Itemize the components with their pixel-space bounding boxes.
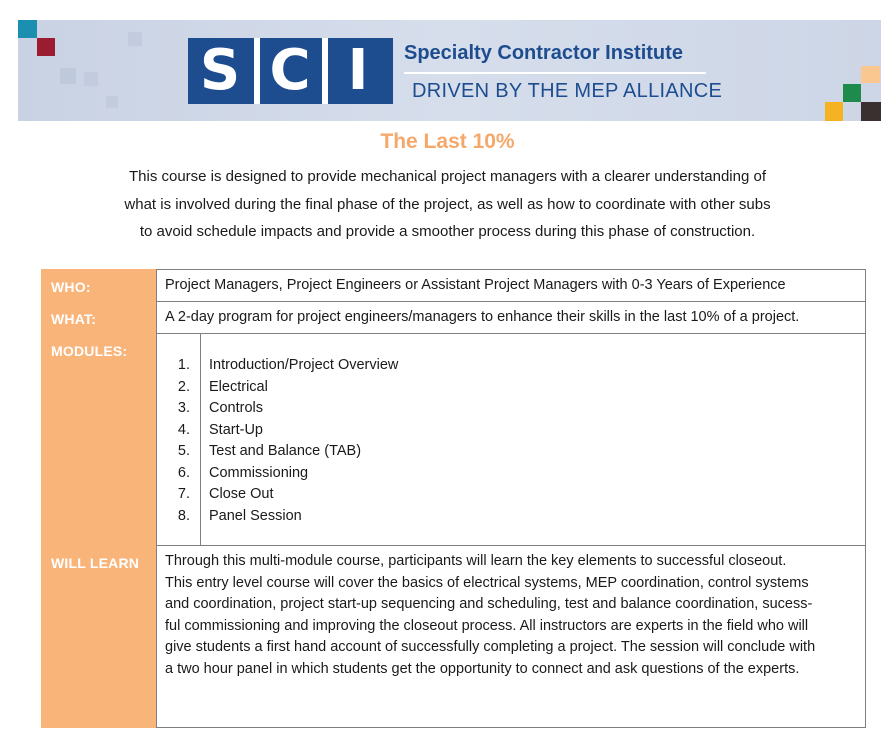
will-learn-label: WILL LEARN [51, 555, 140, 571]
decor-square [60, 68, 76, 84]
module-number: 4. [177, 421, 190, 438]
decor-square [843, 84, 861, 102]
module-item [165, 463, 398, 485]
decor-square [861, 102, 881, 121]
decor-square [106, 96, 118, 108]
learn-line: This entry level course will cover the basics of electrical systems, MEP coordination, control systems [165, 574, 809, 591]
learn-line: and coordination, project start-up sequencing and scheduling, test and balance coordination, sucess- [165, 596, 813, 612]
intro-line: This course is designed to provide mechanical project managers with a clearer understanding of [128, 168, 766, 185]
module-name: Panel Session [209, 507, 302, 524]
will-learn-text [165, 551, 860, 680]
module-number: 7. [177, 486, 190, 502]
module-item [165, 484, 398, 506]
module-name: Test and Balance (TAB) [209, 443, 362, 459]
decor-square [825, 102, 843, 121]
module-item [165, 398, 398, 420]
module-number: 1. [177, 357, 190, 373]
module-number: 2. [177, 378, 190, 395]
module-name: Close Out [209, 486, 274, 502]
label-column [41, 269, 156, 728]
intro-line: to avoid schedule impacts and provide a smoother process during this phase of construction. [139, 223, 756, 240]
learn-line: a two hour panel in which students get the opportunity to connect and ask questions of the experts. [165, 660, 800, 677]
modules-label: MODULES: [51, 343, 128, 359]
module-item [165, 506, 398, 528]
module-number: 6. [177, 464, 190, 481]
who-value: Project Managers, Project Engineers or Assistant Project Managers with 0-3 Years of Experience [165, 277, 786, 293]
decor-square [37, 38, 55, 56]
course-details-table [41, 269, 866, 728]
header-banner [18, 20, 881, 121]
row-divider [156, 545, 866, 546]
learn-line: give students a first hand account of successfully completing a project. The session will conclude with [165, 639, 816, 655]
decor-square [84, 72, 98, 86]
learn-line: Through this multi-module course, participants will learn the key elements to successful closeout. [165, 553, 787, 569]
intro-line: what is involved during the final phase of the project, as well as how to coordinate with other subs [124, 195, 771, 213]
logo-letter-s: S [199, 38, 241, 103]
module-name: Commissioning [209, 464, 309, 481]
module-item [165, 377, 398, 399]
decor-square [18, 20, 37, 38]
module-number: 5. [177, 443, 190, 459]
course-title: The Last 10% [380, 130, 515, 153]
who-label: WHO: [51, 279, 91, 295]
sci-logo [188, 38, 393, 104]
module-name: Controls [209, 400, 263, 416]
course-intro [60, 163, 835, 246]
org-tagline: DRIVEN BY THE MEP ALLIANCE [412, 80, 723, 102]
module-item [165, 420, 398, 442]
what-value: A 2-day program for project engineers/managers to enhance their skills in the last 10% of a project. [165, 309, 800, 325]
decor-square [128, 32, 142, 46]
row-divider [156, 333, 866, 334]
module-name: Start-Up [209, 421, 263, 438]
learn-line: ful commissioning and improving the closeout process. All instructors are experts in the field who will [165, 617, 809, 634]
module-name: Electrical [209, 378, 268, 395]
decor-square [861, 66, 880, 83]
module-name: Introduction/Project Overview [209, 357, 399, 373]
brand-divider [404, 72, 706, 74]
module-number: 3. [177, 400, 190, 416]
what-label: WHAT: [51, 311, 97, 327]
row-divider [156, 301, 866, 302]
module-number: 8. [177, 507, 190, 524]
module-item [165, 355, 398, 377]
module-item [165, 441, 398, 463]
logo-letter-c: C [269, 38, 311, 103]
logo-letter-i: I [347, 38, 369, 103]
modules-list [165, 355, 398, 527]
org-name: Specialty Contractor Institute [404, 42, 683, 64]
